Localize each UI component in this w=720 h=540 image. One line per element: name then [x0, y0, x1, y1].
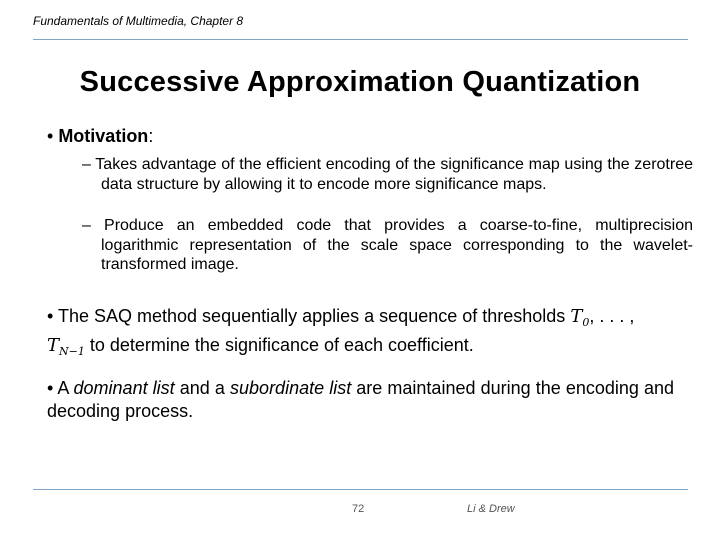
bullet-dot: • — [47, 306, 58, 326]
dominant-list-term: dominant list — [73, 378, 175, 398]
slide-header: Fundamentals of Multimedia, Chapter 8 — [33, 14, 244, 28]
saq-text-before: The SAQ method sequentially applies a sequence of thresholds — [57, 306, 571, 326]
threshold-tn — [47, 335, 85, 356]
bullet-motivation — [47, 126, 153, 147]
t-symbol: T — [47, 335, 60, 356]
saq-text-after: to determine the significance of each coefficient. — [84, 335, 474, 355]
bullet-saq-method — [47, 305, 677, 363]
bullet-dot: • — [47, 378, 58, 398]
bullet-lists — [47, 377, 674, 423]
slide-title: Successive Approximation Quantization — [79, 66, 641, 98]
footer-divider — [33, 489, 688, 490]
motivation-item-2: – Produce an embedded code that provides a coarse-to-fine, multiprecision logarithmic representation of the scale space corresponding to the wavelet-transformed image. — [82, 217, 693, 273]
saq-ellipsis: , . . . , — [589, 306, 635, 326]
motivation-label: Motivation — [58, 126, 149, 146]
motivation-item-1: – Takes advantage of the efficient encoding of the significance map using the zerotree data structure by allowing it to encode more significance maps. — [82, 156, 693, 193]
t-subscript-0: 0 — [582, 316, 590, 329]
t-subscript-n: N−1 — [59, 345, 85, 358]
threshold-t0 — [570, 306, 589, 327]
footer-author: Li & Drew — [467, 503, 515, 515]
header-divider — [33, 39, 688, 40]
lists-post: are maintained during the encoding and decoding process. — [47, 378, 675, 421]
lists-pre: A — [57, 378, 74, 398]
lists-and: and a — [174, 378, 231, 398]
page-number: 72 — [352, 503, 365, 515]
t-symbol: T — [570, 306, 583, 327]
bullet-dot: • — [47, 126, 59, 146]
subordinate-list-term: subordinate list — [230, 378, 352, 398]
motivation-colon: : — [148, 126, 154, 146]
